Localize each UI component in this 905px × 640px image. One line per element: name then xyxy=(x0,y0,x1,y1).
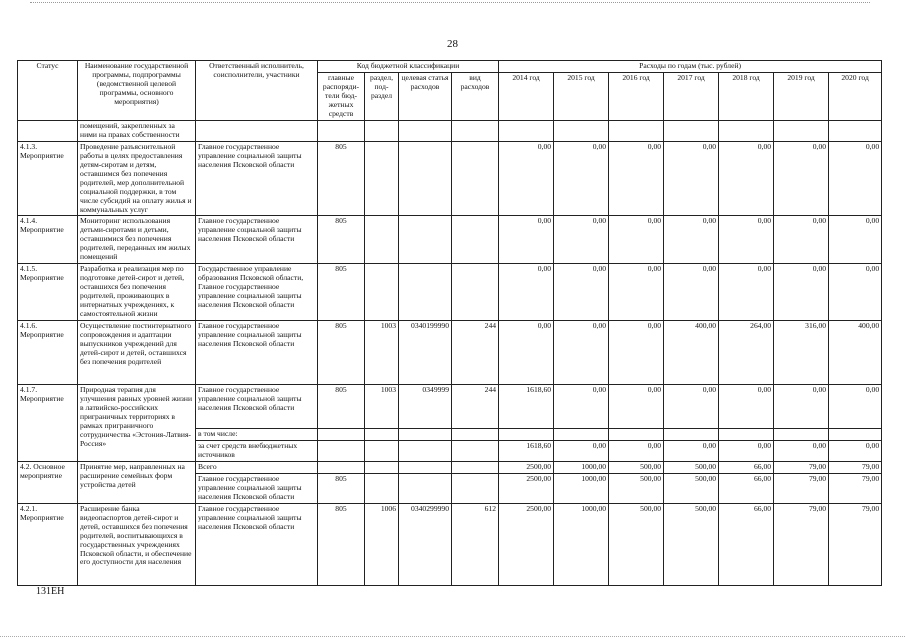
row-grbs: 805 xyxy=(318,141,365,216)
scan-edge-top xyxy=(30,2,870,3)
header-grbs: главные распоряди-тели бюд-жетных средств xyxy=(318,72,365,120)
row-target xyxy=(399,141,452,216)
row-status: 4.1.5. Мероприятие xyxy=(18,264,78,321)
row-section: 1003 xyxy=(365,384,399,428)
footer-code: 131EH xyxy=(36,586,65,597)
table-row-4-1-3 xyxy=(18,141,882,216)
row-value: 0,00 xyxy=(829,141,882,216)
row-value xyxy=(554,120,609,141)
row-value: 0,00 xyxy=(554,264,609,321)
row-status: 4.1.7. Мероприятие xyxy=(18,384,78,461)
header-section: раздел, под-раздел xyxy=(365,72,399,120)
row-grbs: 805 xyxy=(318,473,365,503)
row-value: 0,00 xyxy=(499,141,554,216)
row-value: 1618,60 xyxy=(499,384,554,428)
budget-table xyxy=(17,60,882,586)
row-value: 0,00 xyxy=(719,384,774,428)
row-total-label: Всего xyxy=(196,461,318,473)
row-value: 0,00 xyxy=(719,216,774,264)
row-value: 1618,60 xyxy=(499,440,554,461)
table-row-4-1-7 xyxy=(18,384,882,428)
row-value: 0,00 xyxy=(829,440,882,461)
row-target xyxy=(399,216,452,264)
row-value: 0,00 xyxy=(664,141,719,216)
row-value xyxy=(664,120,719,141)
row-target xyxy=(399,264,452,321)
row-expense-type xyxy=(452,120,499,141)
row-expense-type: 244 xyxy=(452,320,499,384)
table-row-4-1-2-tail xyxy=(18,120,882,141)
row-expense-type xyxy=(452,141,499,216)
row-value: 0,00 xyxy=(499,320,554,384)
header-year: 2016 год xyxy=(609,72,664,120)
row-value: 0,00 xyxy=(609,320,664,384)
row-section: 1003 xyxy=(365,320,399,384)
row-executor: Главное государственное управление социальной защиты населения Псковской области xyxy=(196,503,318,585)
row-value: 0,00 xyxy=(664,384,719,428)
row-name: Осуществление постинтернатного сопровождения и адаптации выпускников учреждений для детей-сирот и детей, оставшихся без попечения родителей xyxy=(78,320,196,384)
row-value: 2500,00 xyxy=(499,461,554,473)
header-executor: Ответственный исполнитель, соисполнители, участники xyxy=(196,61,318,121)
row-name: Принятие мер, направленных на расширение семейных форм устройства детей xyxy=(78,461,196,503)
row-value: 0,00 xyxy=(829,384,882,428)
row-value: 0,00 xyxy=(719,141,774,216)
row-value: 0,00 xyxy=(774,141,829,216)
row-value: 1000,00 xyxy=(554,473,609,503)
table-row-4-1-4 xyxy=(18,216,882,264)
row-value: 500,00 xyxy=(609,461,664,473)
row-name: помещений, закрепленных за ними на правах собственности xyxy=(78,120,196,141)
row-value xyxy=(609,120,664,141)
row-value: 79,00 xyxy=(829,461,882,473)
row-value: 0,00 xyxy=(664,216,719,264)
row-executor: Главное государственное управление социальной защиты населения Псковской области xyxy=(196,473,318,503)
row-expense-type xyxy=(452,216,499,264)
table-row-4-1-6 xyxy=(18,320,882,384)
row-section: 1006 xyxy=(365,503,399,585)
header-expenses: Расходы по годам (тыс. рублей) xyxy=(499,61,882,73)
row-value: 0,00 xyxy=(774,384,829,428)
row-value: 0,00 xyxy=(664,440,719,461)
page-number: 28 xyxy=(447,38,458,50)
row-status: 4.2. Основное мероприятие xyxy=(18,461,78,503)
row-status xyxy=(18,120,78,141)
row-value: 79,00 xyxy=(829,473,882,503)
row-target xyxy=(399,120,452,141)
row-value: 0,00 xyxy=(719,264,774,321)
header-name: Наименование государственной программы, подпрограммы (ведомственной целевой программы, основного мероприятия) xyxy=(78,61,196,121)
row-value: 400,00 xyxy=(664,320,719,384)
row-value: 0,00 xyxy=(774,264,829,321)
row-value: 0,00 xyxy=(554,384,609,428)
row-value: 0,00 xyxy=(499,216,554,264)
row-expense-type: 612 xyxy=(452,503,499,585)
row-value: 0,00 xyxy=(774,216,829,264)
row-value: 500,00 xyxy=(609,473,664,503)
row-value xyxy=(774,120,829,141)
row-sub-label: в том числе: xyxy=(196,428,318,440)
row-value: 1000,00 xyxy=(554,503,609,585)
row-value: 66,00 xyxy=(719,473,774,503)
row-section xyxy=(365,120,399,141)
row-value: 500,00 xyxy=(664,503,719,585)
row-executor xyxy=(196,120,318,141)
row-value: 0,00 xyxy=(554,216,609,264)
row-value: 66,00 xyxy=(719,461,774,473)
row-value: 66,00 xyxy=(719,503,774,585)
row-name: Расширение банка видеопаспортов детей-сирот и детей, оставшихся без попечения родителей, воспитывающихся в государственных учреждениях Псковской области, и обеспечение его доступности для населения xyxy=(78,503,196,585)
row-value: 500,00 xyxy=(664,461,719,473)
header-year: 2015 год xyxy=(554,72,609,120)
row-executor: Главное государственное управление социальной защиты населения Псковской области xyxy=(196,384,318,428)
row-value: 0,00 xyxy=(609,216,664,264)
row-value xyxy=(829,120,882,141)
table-row-4-2-total xyxy=(18,461,882,473)
row-executor: Главное государственное управление социальной защиты населения Псковской области xyxy=(196,320,318,384)
row-value: 0,00 xyxy=(609,440,664,461)
row-target: 0340199990 xyxy=(399,320,452,384)
row-value: 79,00 xyxy=(829,503,882,585)
row-value: 500,00 xyxy=(609,503,664,585)
row-grbs: 805 xyxy=(318,384,365,428)
row-section xyxy=(365,216,399,264)
row-grbs: 805 xyxy=(318,320,365,384)
row-value: 0,00 xyxy=(554,440,609,461)
row-name: Мониторинг использования детьми-сиротами и детьми, оставшимися без попечения родителей, переданных им жилых помещений xyxy=(78,216,196,264)
row-value: 0,00 xyxy=(609,264,664,321)
row-name: Природная терапия для улучшения равных уровней жизни в латвийско-российских приграничных территориях в рамках приграничного сотрудничества «Эстония-Латвия-Россия» xyxy=(78,384,196,461)
header-year: 2019 год xyxy=(774,72,829,120)
row-target: 0340299990 xyxy=(399,503,452,585)
row-sub-label: за счет средств внебюджетных источников xyxy=(196,440,318,461)
row-value xyxy=(719,120,774,141)
row-value: 0,00 xyxy=(774,440,829,461)
row-value: 500,00 xyxy=(664,473,719,503)
row-value: 0,00 xyxy=(609,384,664,428)
header-year: 2014 год xyxy=(499,72,554,120)
row-value: 400,00 xyxy=(829,320,882,384)
header-budget-code: Код бюджетной классификации xyxy=(318,61,499,73)
row-status: 4.1.3. Мероприятие xyxy=(18,141,78,216)
header-target: целевая статья расходов xyxy=(399,72,452,120)
row-value: 264,00 xyxy=(719,320,774,384)
header-expense-type: вид расходов xyxy=(452,72,499,120)
row-status: 4.1.4. Мероприятие xyxy=(18,216,78,264)
row-value: 0,00 xyxy=(554,141,609,216)
row-value: 0,00 xyxy=(609,141,664,216)
header-year: 2020 год xyxy=(829,72,882,120)
row-expense-type: 244 xyxy=(452,384,499,428)
header-year: 2018 год xyxy=(719,72,774,120)
row-value: 79,00 xyxy=(774,503,829,585)
row-value: 2500,00 xyxy=(499,473,554,503)
row-executor: Государственное управление образования Псковской области, Главное государственное управление социальной защиты населения Псковской области xyxy=(196,264,318,321)
row-status: 4.2.1. Мероприятие xyxy=(18,503,78,585)
row-section xyxy=(365,264,399,321)
row-expense-type xyxy=(452,264,499,321)
row-executor: Главное государственное управление социальной защиты населения Псковской области xyxy=(196,216,318,264)
row-value: 79,00 xyxy=(774,473,829,503)
row-value: 0,00 xyxy=(719,440,774,461)
row-value xyxy=(499,120,554,141)
row-executor: Главное государственное управление социальной защиты населения Псковской области xyxy=(196,141,318,216)
row-grbs: 805 xyxy=(318,264,365,321)
header-status: Статус xyxy=(18,61,78,121)
row-value: 0,00 xyxy=(499,264,554,321)
row-value: 316,00 xyxy=(774,320,829,384)
row-target: 0349999 xyxy=(399,384,452,428)
row-status: 4.1.6. Мероприятие xyxy=(18,320,78,384)
row-value: 0,00 xyxy=(829,264,882,321)
row-grbs: 805 xyxy=(318,216,365,264)
row-value: 1000,00 xyxy=(554,461,609,473)
header-year: 2017 год xyxy=(664,72,719,120)
row-name: Проведение разъяснительной работы в целях предоставления детям-сиротам и детям, оставшимся без попечения родителей, мер дополнительной социальной поддержки, в том числе субсидий на оплату жилья и коммунальных услуг xyxy=(78,141,196,216)
row-value: 2500,00 xyxy=(499,503,554,585)
row-grbs xyxy=(318,120,365,141)
row-value: 0,00 xyxy=(829,216,882,264)
scan-edge-bottom xyxy=(0,636,905,637)
row-name: Разработка и реализация мер по подготовке детей-сирот и детей, оставшихся без попечения родителей, проживающих в интернатных учреждениях, к самостоятельной жизни xyxy=(78,264,196,321)
row-section xyxy=(365,141,399,216)
row-value: 79,00 xyxy=(774,461,829,473)
table-row-4-1-5 xyxy=(18,264,882,321)
row-value: 0,00 xyxy=(554,320,609,384)
row-grbs: 805 xyxy=(318,503,365,585)
table-row-4-2-1 xyxy=(18,503,882,585)
row-value: 0,00 xyxy=(664,264,719,321)
